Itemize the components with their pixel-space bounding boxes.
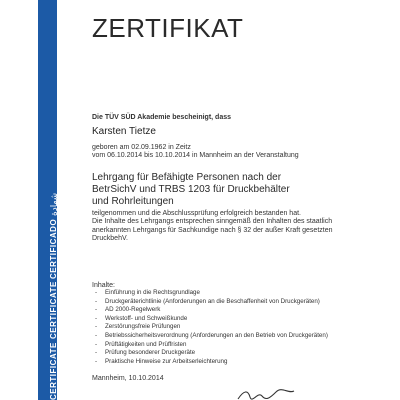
list-item <box>92 289 328 298</box>
statement-line: anerkannten Lehrgangs für Sachkundige nach § 32 der außer Kraft gesetzten <box>92 226 333 234</box>
list-item <box>92 341 328 350</box>
period-line: vom 06.10.2014 bis 10.10.2014 in Mannheim an der Veranstaltung <box>92 152 299 160</box>
list-item <box>92 298 328 307</box>
list-item-text: Prüfung besonderer Druckgeräte <box>105 349 196 357</box>
contents-heading: Inhalte: <box>92 282 115 289</box>
certificate-title: ZERTIFIKAT <box>92 13 244 43</box>
sidebar-word: CERTIFICATE <box>49 342 58 400</box>
list-item-text: Praktische Hinweise zur Arbeitserleichterung <box>105 357 228 365</box>
sidebar-word: CERTIFICADO <box>49 218 58 279</box>
list-item-text: Werkstoff- und Schweißkunde <box>105 314 188 322</box>
course-title <box>92 172 342 207</box>
birth-and-period <box>92 144 299 161</box>
intro-text: Die TÜV SÜD Akademie bescheinigt, dass <box>92 114 232 121</box>
recipient-name: Karsten Tietze <box>92 126 156 137</box>
certificate-sidebar <box>38 0 57 400</box>
bullet: - <box>95 306 98 314</box>
list-item <box>92 323 328 332</box>
course-line: und Rohrleitungen <box>92 195 174 207</box>
sidebar-word-arabic: شهادة <box>49 192 59 217</box>
list-item-text: Zerstörungsfreie Prüfungen <box>105 323 181 331</box>
list-item <box>92 358 328 367</box>
bullet: - <box>95 314 98 322</box>
statement-line: Die Inhalte des Lehrgangs entsprechen sinngemäß den Inhalten des staatlich <box>92 218 333 226</box>
sidebar-text <box>38 0 57 400</box>
list-item-text: Einführung in die Rechtsgrundlage <box>105 289 200 296</box>
bullet: - <box>95 323 98 331</box>
contents-list <box>92 289 328 366</box>
birth-line: geboren am 02.09.1962 in Zeitz <box>92 144 191 151</box>
list-item <box>92 306 328 315</box>
list-item-text: Betriebssicherheitsverordnung (Anforderungen an den Betrieb von Druckgeräten) <box>105 331 328 339</box>
sidebar-word: CERTIFICATE <box>49 281 58 340</box>
place-and-date: Mannheim, 10.10.2014 <box>92 375 164 382</box>
list-item <box>92 349 328 358</box>
list-item-text: Prüftätigkeiten und Prüffristen <box>105 340 187 348</box>
bullet: - <box>95 331 98 339</box>
bullet: - <box>95 289 98 296</box>
list-item-text: Druckgeräterichtlinie (Anforderungen an die Beschaffenheit von Druckgeräten) <box>105 297 320 305</box>
bullet: - <box>95 349 98 357</box>
signature-icon <box>236 388 296 400</box>
bullet: - <box>95 357 98 365</box>
statement-line: DruckbehV. <box>92 234 128 242</box>
bullet: - <box>95 297 98 305</box>
course-line: BetrSichV und TRBS 1203 für Druckbehälter <box>92 183 290 195</box>
list-item <box>92 332 328 341</box>
completion-statement <box>92 210 333 243</box>
list-item <box>92 315 328 324</box>
course-line: Lehrgang für Befähigte Personen nach der <box>92 172 282 183</box>
statement-line: teilgenommen und die Abschlussprüfung erfolgreich bestanden hat. <box>92 210 301 217</box>
bullet: - <box>95 340 98 348</box>
list-item-text: AD 2000-Regelwerk <box>105 306 161 314</box>
